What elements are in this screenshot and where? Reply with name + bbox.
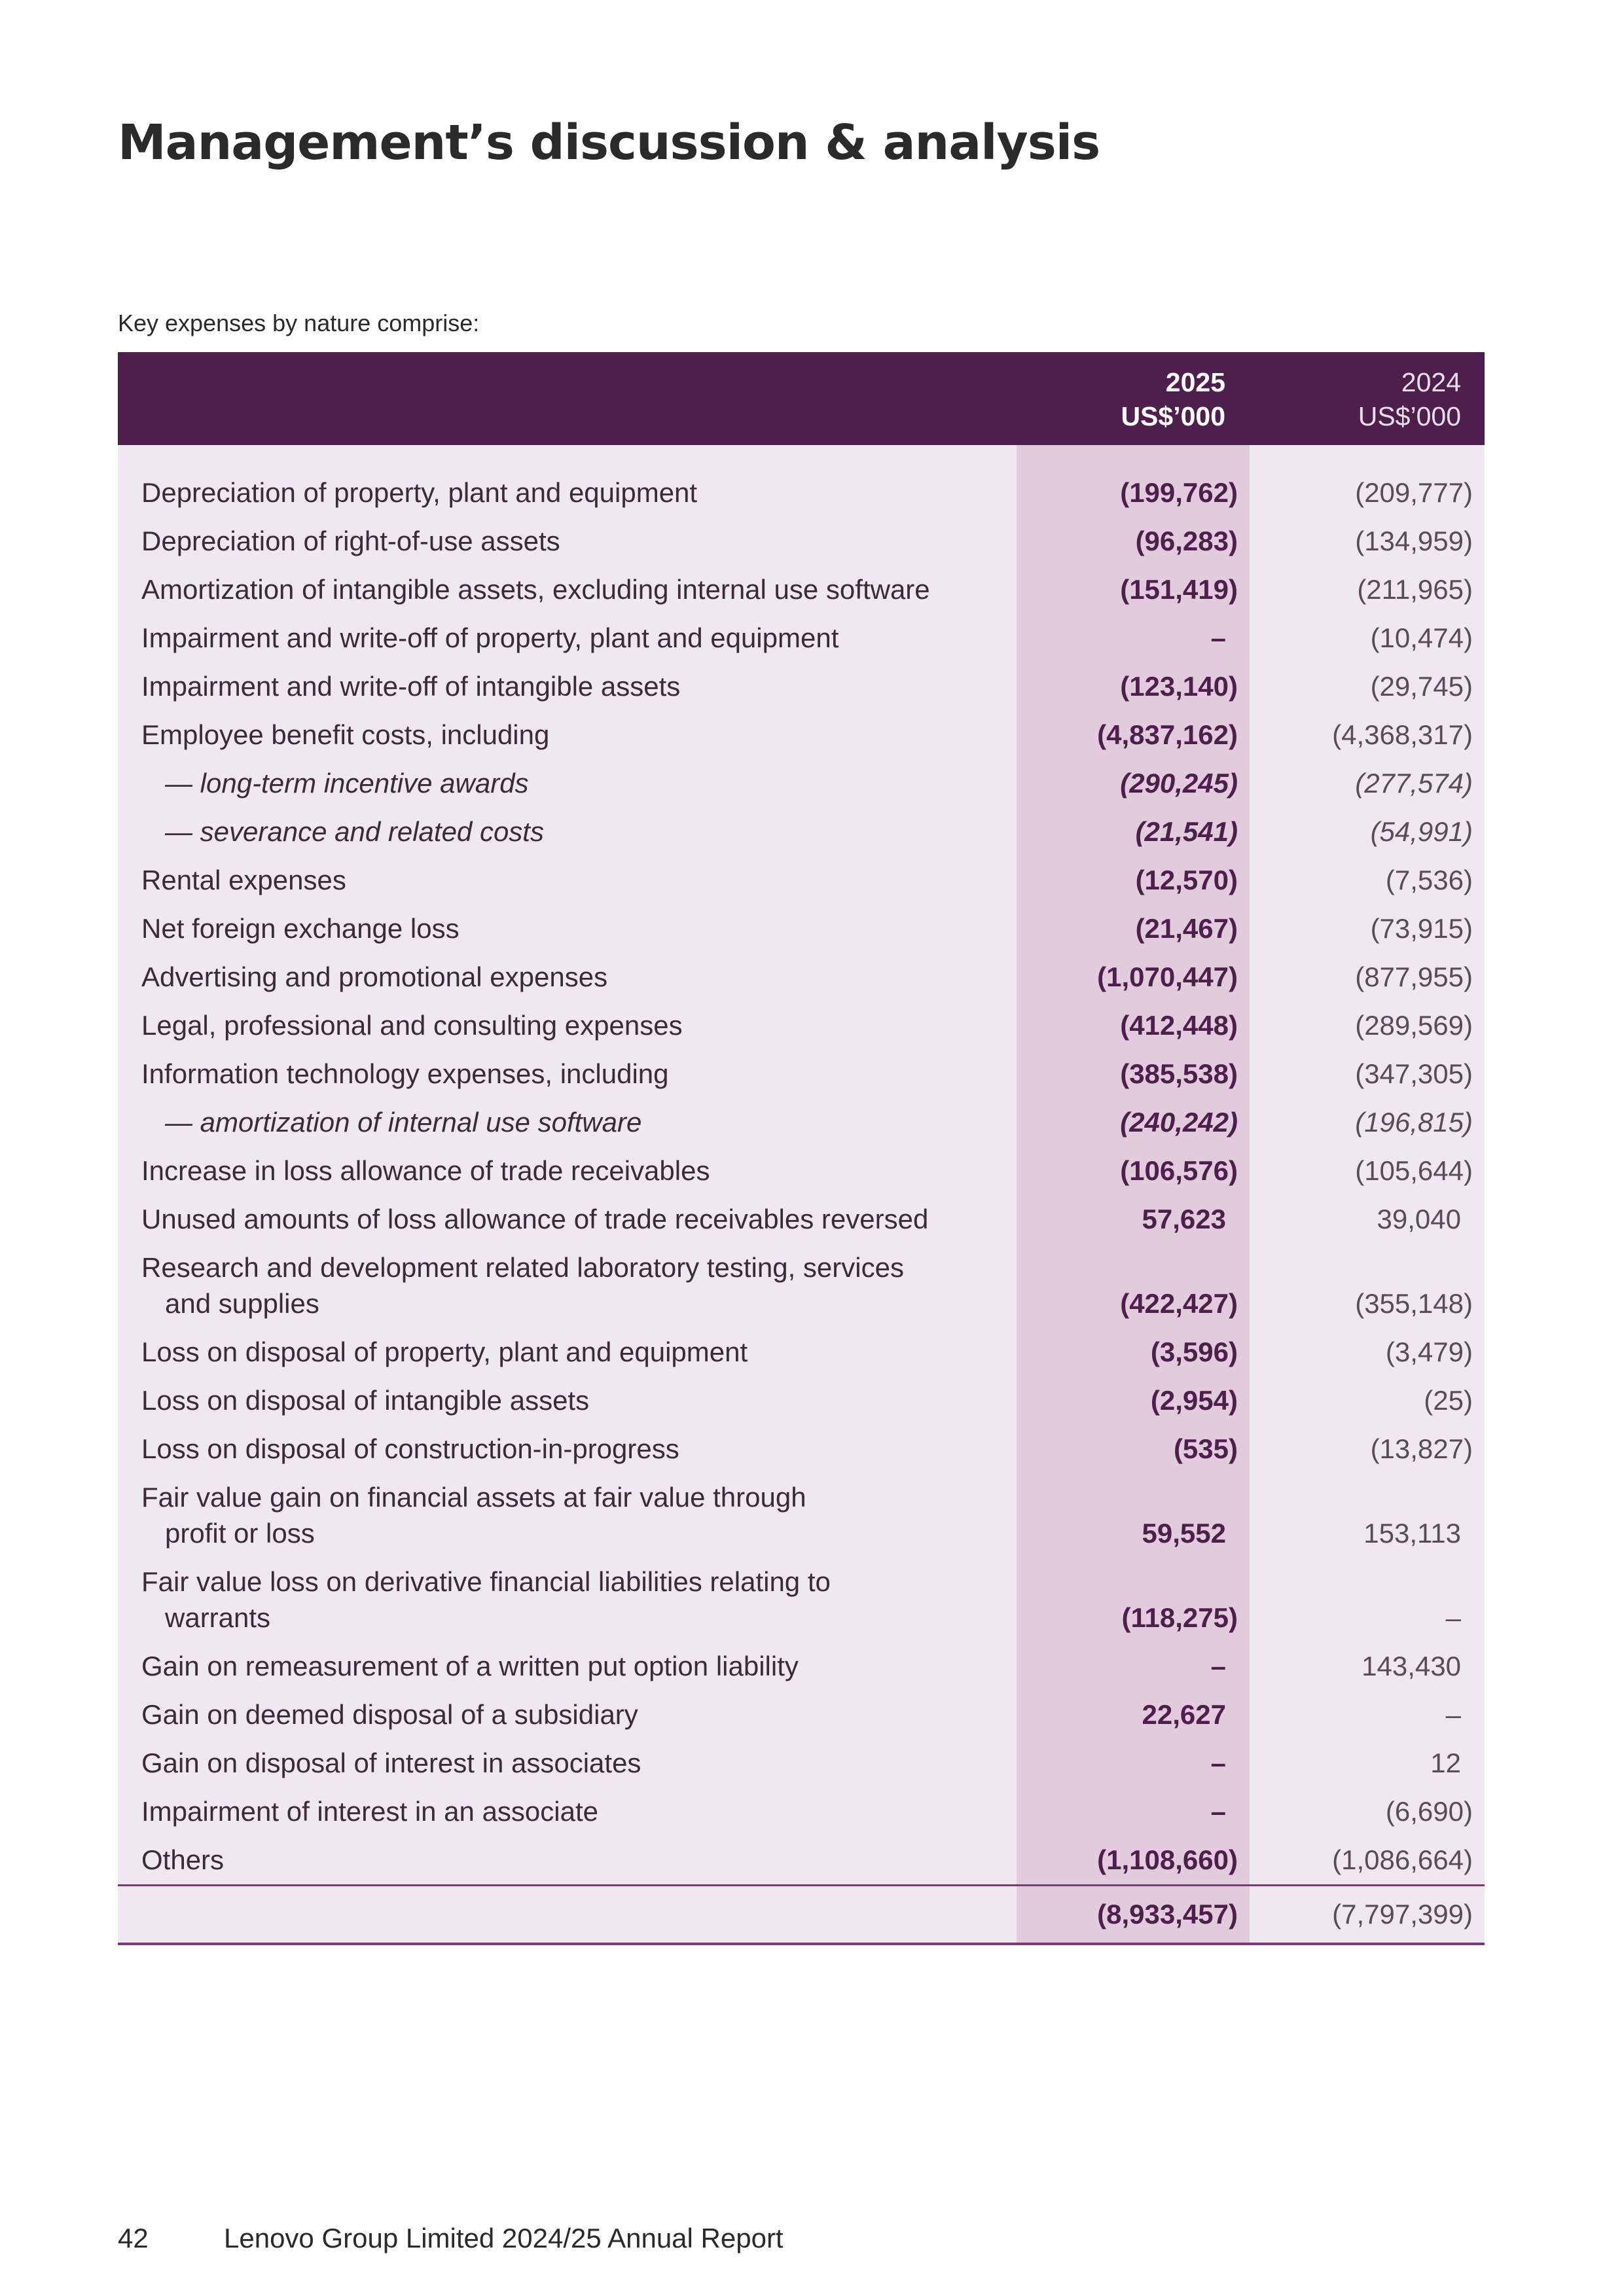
value-2024: 153,113 (1363, 1518, 1461, 1549)
row-label-text: Impairment and write-off of property, plant and equipment (141, 622, 839, 653)
row-label-text: Depreciation of property, plant and equipment (141, 477, 698, 508)
value-2024: (347,305) (1355, 1058, 1473, 1089)
value-2024: (289,569) (1355, 1010, 1473, 1041)
row-label-text: Legal, professional and consulting expenses (141, 1010, 683, 1041)
row-label (118, 1249, 995, 1321)
header-2024-year: 2024 (1401, 367, 1461, 397)
header-2025 (1121, 365, 1225, 433)
value-2025: (422,427) (1120, 1288, 1238, 1319)
value-2024: 39,040 (1377, 1204, 1461, 1234)
value-2024: (1,086,664) (1332, 1844, 1473, 1875)
row-label (118, 1479, 995, 1551)
value-2024: (4,368,317) (1332, 719, 1473, 750)
table-row (118, 1558, 1485, 1642)
row-label (118, 1007, 995, 1043)
table-row (118, 1425, 1485, 1473)
table-row (118, 662, 1485, 711)
row-label (118, 1382, 995, 1418)
value-2025: (3,596) (1150, 1336, 1238, 1367)
value-2025: (96,283) (1135, 526, 1238, 556)
value-2025: – (1210, 622, 1226, 653)
page-footer (118, 2223, 784, 2254)
total-row (118, 1884, 1485, 1945)
table-row (118, 1642, 1485, 1691)
table-row (118, 1376, 1485, 1425)
row-label (118, 475, 995, 511)
row-label-text: — amortization of internal use software (165, 1107, 642, 1138)
row-label (118, 1431, 995, 1467)
value-2024: (25) (1424, 1385, 1473, 1416)
value-2024: (13,827) (1370, 1433, 1473, 1464)
value-2024: (6,690) (1385, 1796, 1473, 1827)
header-2025-unit: US$’000 (1121, 401, 1225, 431)
row-label-text: Loss on disposal of construction-in-progress (141, 1433, 679, 1464)
value-2024: (277,574) (1355, 768, 1473, 798)
table-row (118, 1050, 1485, 1098)
table-row (118, 1098, 1485, 1147)
row-label-text: — long-term incentive awards (165, 768, 529, 798)
value-2024: 12 (1430, 1748, 1461, 1778)
row-label-text: — severance and related costs (165, 816, 544, 847)
row-label (118, 862, 995, 898)
value-2024: (211,965) (1357, 574, 1473, 605)
value-2024: (355,148) (1355, 1288, 1473, 1319)
value-2024: (196,815) (1355, 1107, 1473, 1138)
total-2024: (7,797,399) (1332, 1899, 1473, 1929)
value-2024: (134,959) (1355, 526, 1473, 556)
table-row (118, 1787, 1485, 1836)
row-label (118, 1564, 995, 1636)
row-label (118, 1104, 995, 1140)
row-label-text: Impairment of interest in an associate (141, 1796, 599, 1827)
header-2024 (1358, 365, 1461, 433)
row-label-text: Net foreign exchange loss (141, 913, 460, 944)
row-label-text: Loss on disposal of property, plant and equipment (141, 1336, 748, 1367)
row-label (118, 571, 995, 607)
row-label-text: Fair value gain on financial assets at fair value through (141, 1482, 806, 1513)
value-2024: 143,430 (1362, 1651, 1461, 1681)
row-label-text: Employee benefit costs, including (141, 719, 550, 750)
row-label (118, 1056, 995, 1092)
row-label (118, 1153, 995, 1189)
total-2025: (8,933,457) (1097, 1899, 1238, 1929)
row-label-text: Gain on remeasurement of a written put option liability (141, 1651, 799, 1681)
value-2025: (385,538) (1120, 1058, 1238, 1089)
value-2025: (12,570) (1135, 865, 1238, 895)
table-row (118, 614, 1485, 662)
expenses-table (118, 352, 1485, 1945)
row-label-text: Impairment and write-off of intangible assets (141, 671, 681, 702)
table-row (118, 808, 1485, 856)
row-label-text: Information technology expenses, including (141, 1058, 669, 1089)
value-2024: (209,777) (1355, 477, 1473, 508)
table-row (118, 1739, 1485, 1787)
row-label (118, 1793, 995, 1829)
row-label-text: Unused amounts of loss allowance of trade receivables reversed (141, 1204, 929, 1234)
header-2024-unit: US$’000 (1358, 401, 1461, 431)
table-row (118, 711, 1485, 759)
value-2024: (29,745) (1370, 671, 1473, 702)
row-label (118, 1696, 995, 1732)
value-2025: (123,140) (1120, 671, 1238, 702)
row-label (118, 1201, 995, 1237)
value-2025: (1,108,660) (1097, 1844, 1238, 1875)
value-2025: (2,954) (1150, 1385, 1238, 1416)
value-2025: – (1210, 1748, 1226, 1778)
row-label (118, 717, 995, 753)
row-label-text: Fair value loss on derivative financial liabilities relating to (141, 1566, 831, 1597)
row-label-text: Gain on deemed disposal of a subsidiary (141, 1699, 638, 1730)
value-2024: (877,955) (1355, 961, 1473, 992)
row-label-text: Others (141, 1844, 225, 1875)
row-label-text: Loss on disposal of intangible assets (141, 1385, 590, 1416)
value-2024: – (1445, 1699, 1461, 1730)
row-label-continued: warrants (165, 1602, 271, 1633)
table-row (118, 1001, 1485, 1050)
row-label (118, 620, 995, 656)
value-2024: (73,915) (1370, 913, 1473, 944)
row-label (118, 1745, 995, 1781)
row-label (118, 765, 995, 801)
value-2025: (290,245) (1120, 768, 1238, 798)
value-2025: 57,623 (1142, 1204, 1226, 1234)
row-label-text: Amortization of intangible assets, excluding internal use software (141, 574, 930, 605)
report-name: Lenovo Group Limited 2024/25 Annual Report (224, 2223, 784, 2253)
table-row (118, 953, 1485, 1001)
value-2025: (21,541) (1135, 816, 1238, 847)
row-label (118, 523, 995, 559)
value-2025: (240,242) (1120, 1107, 1238, 1138)
value-2025: (535) (1173, 1433, 1238, 1464)
row-label (118, 1648, 995, 1684)
value-2025: (151,419) (1120, 574, 1238, 605)
page-title: Management’s discussion & analysis (118, 115, 1100, 171)
table-row (118, 469, 1485, 517)
value-2025: (118,275) (1121, 1602, 1238, 1633)
table-row (118, 1195, 1485, 1244)
value-2025: (106,576) (1120, 1155, 1238, 1186)
value-2025: (4,837,162) (1097, 719, 1238, 750)
row-label-text: Advertising and promotional expenses (141, 961, 608, 992)
value-2025: 22,627 (1142, 1699, 1226, 1730)
table-header (118, 352, 1485, 445)
table-row (118, 856, 1485, 905)
value-2024: (54,991) (1370, 816, 1473, 847)
table-row (118, 1691, 1485, 1739)
row-label-continued: profit or loss (165, 1518, 315, 1549)
row-label (118, 1842, 995, 1878)
value-2025: (412,448) (1120, 1010, 1238, 1041)
row-label (118, 1334, 995, 1370)
row-label (118, 814, 995, 850)
row-label-text: Research and development related laboratory testing, services (141, 1252, 904, 1283)
value-2025: (199,762) (1120, 477, 1238, 508)
table-row (118, 759, 1485, 808)
table-intro: Key expenses by nature comprise: (118, 310, 480, 336)
value-2024: (7,536) (1385, 865, 1473, 895)
value-2024: (10,474) (1370, 622, 1473, 653)
row-label-continued: and supplies (165, 1288, 319, 1319)
table-body (118, 445, 1485, 1884)
row-label (118, 959, 995, 995)
value-2025: 59,552 (1142, 1518, 1226, 1549)
table-row (118, 1244, 1485, 1328)
table-row (118, 517, 1485, 565)
table-row (118, 565, 1485, 614)
table-row (118, 1473, 1485, 1558)
value-2025: (21,467) (1135, 913, 1238, 944)
row-label (118, 668, 995, 704)
row-label (118, 910, 995, 946)
row-label-text: Rental expenses (141, 865, 346, 895)
value-2025: (1,070,447) (1097, 961, 1238, 992)
value-2025: – (1210, 1796, 1226, 1827)
row-label-text: Increase in loss allowance of trade receivables (141, 1155, 710, 1186)
page-number: 42 (118, 2223, 149, 2253)
row-label-text: Depreciation of right-of-use assets (141, 526, 560, 556)
header-2025-year: 2025 (1165, 367, 1225, 397)
table-row (118, 1836, 1485, 1884)
table-row (118, 905, 1485, 953)
value-2025: – (1210, 1651, 1226, 1681)
table-row (118, 1147, 1485, 1195)
value-2024: – (1445, 1602, 1461, 1633)
table-row (118, 1328, 1485, 1376)
value-2024: (3,479) (1385, 1336, 1473, 1367)
value-2024: (105,644) (1355, 1155, 1473, 1186)
row-label-text: Gain on disposal of interest in associates (141, 1748, 641, 1778)
